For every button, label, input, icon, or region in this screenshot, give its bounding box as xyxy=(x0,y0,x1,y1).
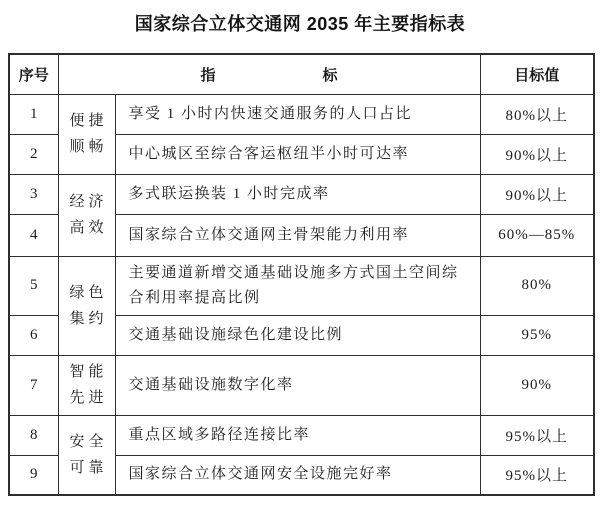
cell-indicator: 交通基础设施绿色化建设比例 xyxy=(115,315,480,355)
cell-category xyxy=(58,94,115,174)
cell-target: 80%以上 xyxy=(480,94,594,134)
cell-target: 90% xyxy=(480,355,594,415)
cell-index: 2 xyxy=(9,134,58,174)
header-row xyxy=(9,54,594,94)
cell-category xyxy=(58,415,115,495)
category-line: 顺畅 xyxy=(69,139,108,155)
category-line: 经济 xyxy=(69,194,108,210)
cell-index: 6 xyxy=(9,315,58,355)
cell-target: 90%以上 xyxy=(480,134,594,174)
header-indicator-char1: 指 xyxy=(200,67,216,84)
header-cell-indicator xyxy=(58,54,480,94)
cell-index: 7 xyxy=(9,355,58,415)
cell-target: 95%以上 xyxy=(480,415,594,455)
cell-target: 80% xyxy=(480,256,594,315)
table-row xyxy=(9,355,594,415)
header-indicator-char2: 标 xyxy=(322,67,338,84)
category-line: 智能 xyxy=(69,364,108,380)
cell-indicator: 国家综合立体交通网安全设施完好率 xyxy=(115,455,480,495)
table-row xyxy=(9,174,594,214)
cell-index: 5 xyxy=(9,256,58,315)
cell-target: 60%—85% xyxy=(480,214,594,256)
indicators-table xyxy=(8,53,595,496)
cell-indicator: 重点区域多路径连接比率 xyxy=(115,415,480,455)
category-line: 可靠 xyxy=(69,459,108,476)
table-row xyxy=(9,256,594,315)
cell-category xyxy=(58,355,115,415)
category-line: 高效 xyxy=(69,220,108,236)
cell-indicator: 享受 1 小时内快速交通服务的人口占比 xyxy=(115,94,480,134)
table-row xyxy=(9,94,594,134)
cell-index: 8 xyxy=(9,415,58,455)
table-row xyxy=(9,415,594,455)
cell-target: 95%以上 xyxy=(480,455,594,495)
category-line: 先进 xyxy=(69,390,108,406)
cell-index: 9 xyxy=(9,455,58,495)
cell-target: 95% xyxy=(480,315,594,355)
page-title: 国家综合立体交通网 2035 年主要指标表 xyxy=(134,14,466,34)
cell-category xyxy=(58,174,115,256)
category-line: 便捷 xyxy=(69,113,108,129)
header-cell-index: 序号 xyxy=(9,54,58,94)
cell-index: 3 xyxy=(9,174,58,214)
header-cell-target: 目标值 xyxy=(480,54,594,94)
category-line: 集约 xyxy=(69,310,108,327)
cell-indicator: 中心城区至综合客运枢纽半小时可达率 xyxy=(115,134,480,174)
category-line: 安全 xyxy=(69,433,108,450)
cell-indicator: 多式联运换装 1 小时完成率 xyxy=(115,174,480,214)
cell-target: 90%以上 xyxy=(480,174,594,214)
cell-index: 4 xyxy=(9,214,58,256)
cell-index: 1 xyxy=(9,94,58,134)
cell-indicator: 主要通道新增交通基础设施多方式国土空间综合利用率提高比例 xyxy=(115,256,480,315)
cell-category xyxy=(58,256,115,355)
header-indicator-label xyxy=(59,64,480,85)
category-line: 绿色 xyxy=(69,284,108,301)
cell-indicator: 国家综合立体交通网主骨架能力利用率 xyxy=(115,214,480,256)
cell-indicator: 交通基础设施数字化率 xyxy=(115,355,480,415)
